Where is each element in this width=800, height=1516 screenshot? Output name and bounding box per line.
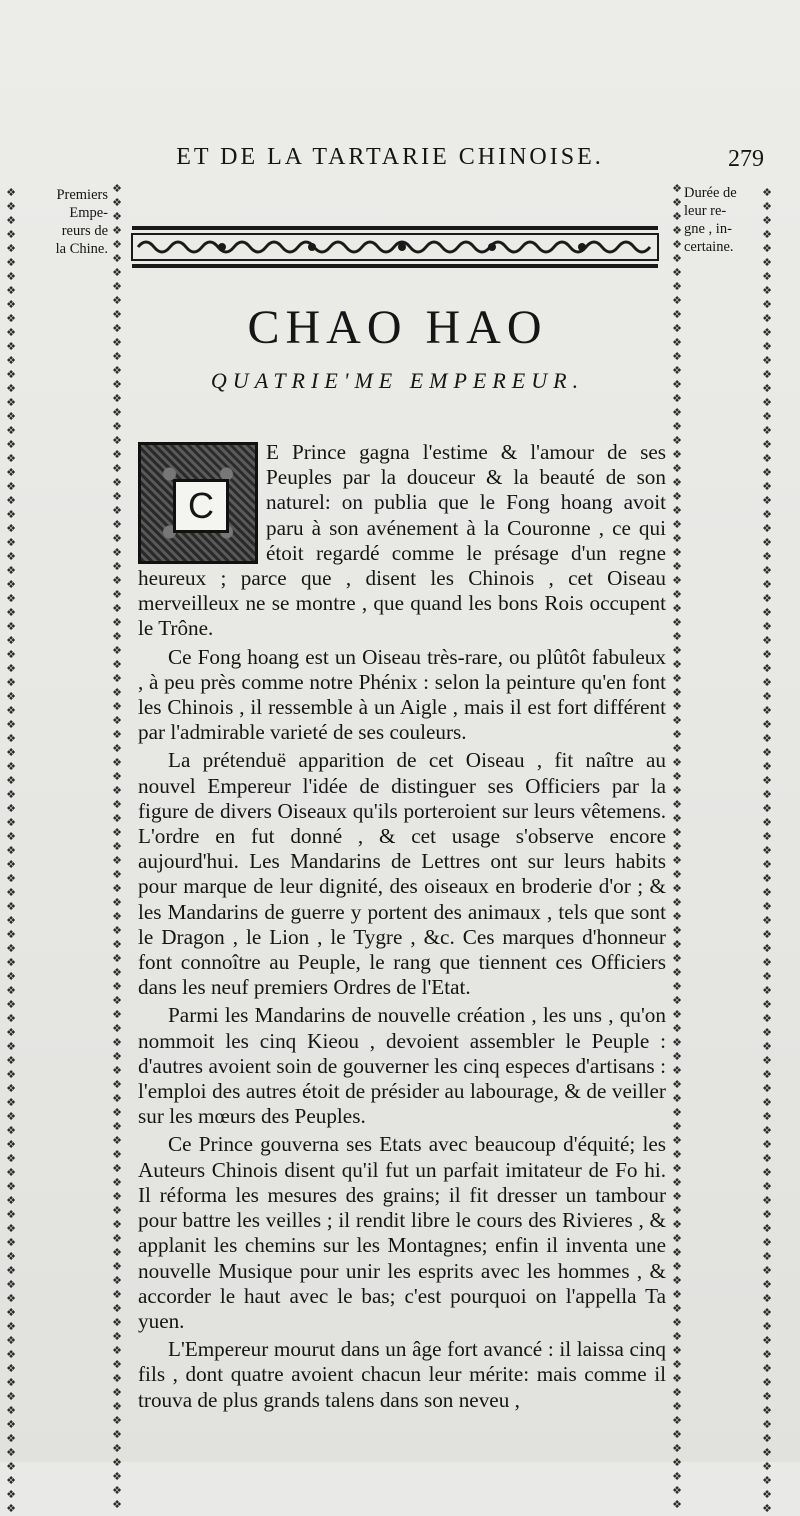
ornamental-rule-right-outer: ❖❖❖❖❖❖❖❖❖❖❖❖❖❖❖❖❖❖❖❖❖❖❖❖❖❖❖❖❖❖❖❖❖❖❖❖❖❖❖❖❖❖❖❖❖❖❖❖❖❖❖❖❖❖❖❖❖❖❖❖❖❖❖❖❖❖❖❖❖❖❖❖❖❖❖❖❖❖❖❖❖❖❖❖❖❖❖❖❖❖❖❖❖❖❖ — [762, 186, 772, 1515]
chapter-title: CHAO HAO — [247, 301, 548, 354]
ornamental-rule-right-inner: ❖❖❖❖❖❖❖❖❖❖❖❖❖❖❖❖❖❖❖❖❖❖❖❖❖❖❖❖❖❖❖❖❖❖❖❖❖❖❖❖❖❖❖❖❖❖❖❖❖❖❖❖❖❖❖❖❖❖❖❖❖❖❖❖❖❖❖❖❖❖❖❖❖❖❖❖❖❖❖❖❖❖❖❖❖❖❖❖❖❖❖❖❖❖❖ — [672, 182, 682, 1511]
right-note-line: leur re- — [684, 203, 727, 219]
paragraph: Ce Fong hoang est un Oiseau très-rare, ou plûtôt fabuleux , à peu près comme notre Phénix : selon la peinture qu'en font les Chinois , il ressemble à un Aigle , mais il est fort différent par l'admirable varieté de ses couleurs. — [138, 644, 666, 745]
ornamental-rule-left-outer: ❖❖❖❖❖❖❖❖❖❖❖❖❖❖❖❖❖❖❖❖❖❖❖❖❖❖❖❖❖❖❖❖❖❖❖❖❖❖❖❖❖❖❖❖❖❖❖❖❖❖❖❖❖❖❖❖❖❖❖❖❖❖❖❖❖❖❖❖❖❖❖❖❖❖❖❖❖❖❖❖❖❖❖❖❖❖❖❖❖❖❖❖❖❖❖ — [6, 186, 16, 1515]
right-note-line: certaine. — [684, 239, 734, 255]
drop-cap-letter: C — [173, 479, 229, 533]
header-ornament-band — [132, 226, 658, 268]
running-title: ET DE LA TARTARIE CHINOISE. — [176, 144, 604, 170]
left-note-line: reurs de — [61, 223, 108, 239]
paragraph: L'Empereur mourut dans un âge fort avancé : il laissa cinq fils , dont quatre avoient chacun leur mérite: mais comme il trouva de plus grands talens dans son neveu , — [138, 1337, 666, 1412]
paragraph: Ce Prince gouverna ses Etats avec beaucoup d'équité; les Auteurs Chinois disent qu'il fut un parfait imitateur de Fo hi. Il réforma les mesures des grains; il fit dresser un tambour pour battre les veilles ; il rendit libre le cours des Rivieres , & applanit les chemins sur les Montagnes; enfin il inventa une nouvelle Musique pour unir les esprits avec les hommes , & accorder le haut avec le bas; c'est pourquoi on l'appella Ta yuen. — [138, 1132, 666, 1333]
paragraph-text: E Prince gagna l'estime & l'amour de ses Peuples par la douceur & la beauté de son naturel: on publia que le Fong hoang avoit paru à son avénement à la Couronne , ce qui étoit regardé comme le présage d'un regne heureux ; parce que , disent les Chinois , cet Oiseau merveilleux ne se montre , que quand les bons Rois occupent le Trône. — [138, 440, 666, 641]
right-margin-note — [684, 184, 764, 256]
right-note-line: Durée de — [684, 185, 737, 201]
body-text — [138, 440, 666, 1416]
ornamental-rule-left-inner: ❖❖❖❖❖❖❖❖❖❖❖❖❖❖❖❖❖❖❖❖❖❖❖❖❖❖❖❖❖❖❖❖❖❖❖❖❖❖❖❖❖❖❖❖❖❖❖❖❖❖❖❖❖❖❖❖❖❖❖❖❖❖❖❖❖❖❖❖❖❖❖❖❖❖❖❖❖❖❖❖❖❖❖❖❖❖❖❖❖❖❖❖❖❖❖ — [112, 182, 122, 1511]
right-note-line: gne , in- — [684, 221, 732, 237]
page-number: 279 — [728, 146, 764, 172]
paragraph: Parmi les Mandarins de nouvelle création , les uns , qu'on nommoit les cinq Kieou , devoient assembler le Peuple : d'autres avoient soin de gouverner les cinq especes d'artisans : l'emploi des autres étoit de présider au labourage, & de veiller sur les mœurs des Peuples. — [138, 1003, 666, 1129]
paragraph: La prétenduë apparition de cet Oiseau , fit naître au nouvel Empereur l'idée de distinguer ses Officiers par la figure de divers Oiseaux qu'ils porteroient sur leurs vêtemens. L'ordre en fut donné , & cet usage s'observe encore aujourd'hui. Les Mandarins de Lettres ont sur leurs habits pour marque de leur dignité, des oiseaux en broderie d'or ; & les Mandarins de guerre y portent des animaux , tels que sont le Dragon , le Lion , le Tygre , &c. Ces marques d'honneur font connoître au Peuple, le rang que tiennent ces Officiers dans les neuf premiers Ordres de l'Etat. — [138, 748, 666, 1000]
left-margin-note — [26, 186, 108, 258]
paragraph — [138, 440, 666, 642]
left-note-line: la Chine. — [55, 241, 108, 257]
chapter-subtitle: QUATRIE'ME EMPEREUR. — [210, 368, 585, 393]
left-note-line: Premiers — [56, 187, 108, 203]
left-note-line: Empe- — [69, 205, 108, 221]
drop-cap-ornament — [138, 442, 258, 564]
